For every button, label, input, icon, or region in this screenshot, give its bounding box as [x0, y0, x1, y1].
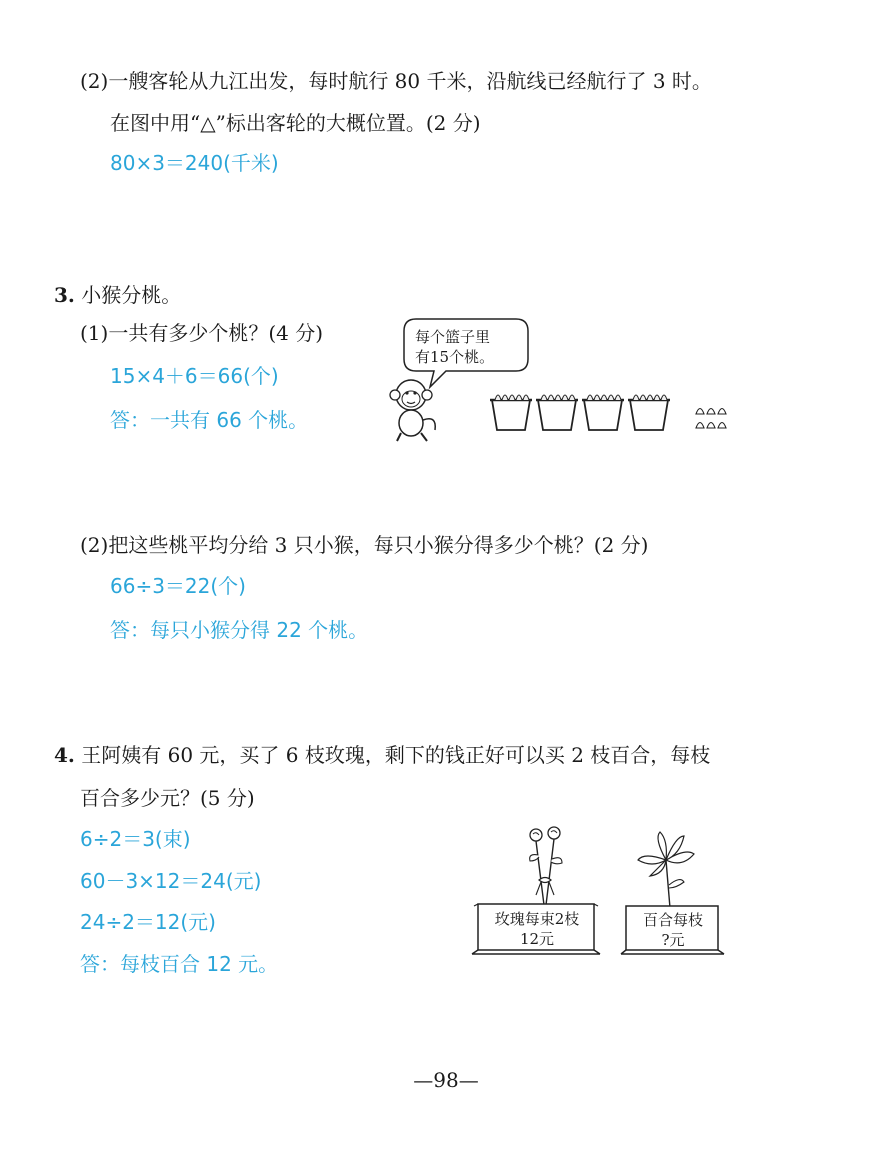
q4-answer-line2: 60－3×12＝24(元): [80, 869, 262, 893]
q4-question-line1: [54, 742, 710, 768]
q3-heading: [54, 282, 181, 308]
q3-title: 小猴分桃。: [81, 283, 182, 307]
q3-part1-answer-text: 答：一共有 66 个桃。: [110, 408, 309, 432]
q3-number: 3.: [54, 283, 75, 307]
q3-part2-answer-calc: 66÷3＝22(个): [110, 574, 246, 598]
bubble-line2: 有15个桃。: [415, 348, 495, 366]
q3-part2-question: (2)把这些桃平均分给 3 只小猴，每只小猴分得多少个桃？(2 分): [80, 533, 649, 557]
q4-answer-line1: 6÷2＝3(束): [80, 827, 191, 851]
q2-part2-answer: 80×3＝240(千米): [110, 151, 279, 175]
q4-question-line2: 百合多少元？(5 分): [80, 786, 255, 810]
basket-icon: [626, 388, 672, 434]
page-number: —98—: [413, 1068, 479, 1092]
q4-text-line1: 王阿姨有 60 元，买了 6 枝玫瑰，剩下的钱正好可以买 2 枝百合，每枝: [81, 743, 711, 767]
basket-icon: [534, 388, 580, 434]
peach-icon: [694, 402, 730, 430]
monkey-icon: [385, 375, 445, 445]
rose-sign-line2: 12元: [519, 930, 555, 948]
rose-sign-line1: 玫瑰每束2枝: [494, 910, 580, 928]
q3-part1-question: (1)一共有多少个桃？(4 分): [80, 321, 324, 345]
lily-sign-line2: ?元: [661, 931, 685, 949]
basket-icon: [580, 388, 626, 434]
q2-part2-question-line1: (2)一艘客轮从九江出发，每时航行 80 千米，沿航线已经航行了 3 时。: [80, 69, 712, 93]
q4-answer-line4: 答：每枝百合 12 元。: [80, 952, 279, 976]
q3-part2-answer-text: 答：每只小猴分得 22 个桃。: [110, 618, 369, 642]
q4-answer-line3: 24÷2＝12(元): [80, 910, 216, 934]
q2-part2-question-line2: 在图中用“△”标出客轮的大概位置。(2 分): [110, 111, 481, 135]
q3-part1-answer-calc: 15×4＋6＝66(个): [110, 364, 279, 388]
bubble-line1: 每个篮子里: [415, 328, 491, 346]
rose-bouquet-icon: [520, 825, 570, 907]
lily-sign-line1: 百合每枝: [642, 911, 703, 929]
lily-flower-icon: [634, 830, 698, 908]
basket-icon: [488, 388, 534, 434]
q4-number: 4.: [54, 743, 75, 767]
